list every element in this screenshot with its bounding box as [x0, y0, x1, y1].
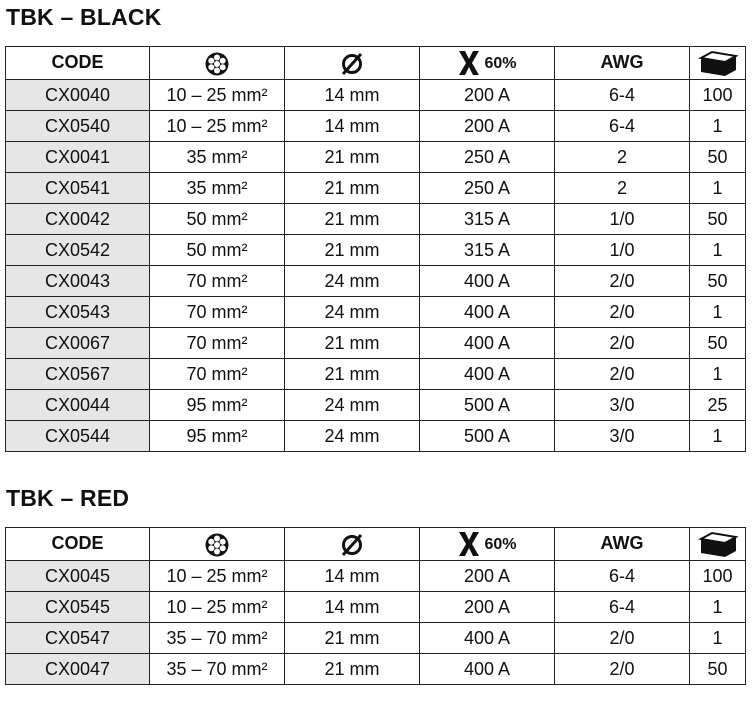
- cell-code: CX0040: [6, 79, 150, 110]
- table-row: [6, 420, 746, 451]
- cell-cross-section: 70 mm²: [150, 296, 285, 327]
- cell-awg: 6-4: [555, 560, 690, 591]
- cell-awg: 3/0: [555, 420, 690, 451]
- cell-awg: 6-4: [555, 110, 690, 141]
- cell-quantity: 100: [690, 79, 746, 110]
- cell-awg: 2/0: [555, 265, 690, 296]
- spec-table-black: [5, 46, 746, 452]
- header-current: [420, 528, 555, 561]
- cell-diameter: 14 mm: [285, 79, 420, 110]
- table-header-row: [6, 47, 746, 80]
- header-awg: AWG: [555, 47, 690, 80]
- cell-diameter: 21 mm: [285, 358, 420, 389]
- cell-current: 400 A: [420, 327, 555, 358]
- header-cross-section: [150, 47, 285, 80]
- cell-quantity: 50: [690, 327, 746, 358]
- cell-code: CX0543: [6, 296, 150, 327]
- cell-diameter: 14 mm: [285, 560, 420, 591]
- table-row: [6, 622, 746, 653]
- duty-cycle-label: 60%: [484, 535, 517, 553]
- cell-current: 250 A: [420, 172, 555, 203]
- cell-current: 315 A: [420, 203, 555, 234]
- cell-current: 500 A: [420, 389, 555, 420]
- cell-awg: 6-4: [555, 591, 690, 622]
- cell-current: 400 A: [420, 622, 555, 653]
- header-quantity: [690, 47, 746, 80]
- cell-awg: 1/0: [555, 203, 690, 234]
- cell-awg: 2/0: [555, 622, 690, 653]
- cell-cross-section: 95 mm²: [150, 389, 285, 420]
- cell-diameter: 21 mm: [285, 234, 420, 265]
- table-body-red: [6, 560, 746, 684]
- cell-quantity: 1: [690, 110, 746, 141]
- table-row: [6, 653, 746, 684]
- cell-quantity: 1: [690, 172, 746, 203]
- x-icon: [457, 531, 481, 557]
- table-header-row: [6, 528, 746, 561]
- cell-awg: 2/0: [555, 327, 690, 358]
- cell-cross-section: 35 mm²: [150, 141, 285, 172]
- cell-awg: 2: [555, 141, 690, 172]
- cell-current: 500 A: [420, 420, 555, 451]
- diameter-icon: [339, 532, 365, 558]
- cell-cross-section: 10 – 25 mm²: [150, 591, 285, 622]
- cell-cross-section: 50 mm²: [150, 203, 285, 234]
- header-quantity: [690, 528, 746, 561]
- cell-diameter: 24 mm: [285, 389, 420, 420]
- cell-code: CX0041: [6, 141, 150, 172]
- cell-quantity: 1: [690, 591, 746, 622]
- cell-cross-section: 50 mm²: [150, 234, 285, 265]
- cell-awg: 6-4: [555, 79, 690, 110]
- header-code: CODE: [6, 528, 150, 561]
- cell-cross-section: 35 – 70 mm²: [150, 653, 285, 684]
- cell-code: CX0542: [6, 234, 150, 265]
- cell-code: CX0547: [6, 622, 150, 653]
- table-row: [6, 327, 746, 358]
- header-code: CODE: [6, 47, 150, 80]
- table-row: [6, 296, 746, 327]
- cell-current: 315 A: [420, 234, 555, 265]
- box-icon: [698, 531, 738, 559]
- table-row: [6, 591, 746, 622]
- box-icon: [698, 50, 738, 78]
- cell-awg: 2/0: [555, 358, 690, 389]
- cell-current: 400 A: [420, 296, 555, 327]
- table-row: [6, 389, 746, 420]
- cell-cross-section: 35 – 70 mm²: [150, 622, 285, 653]
- x-icon: [457, 50, 481, 76]
- header-diameter: [285, 47, 420, 80]
- table-row: [6, 203, 746, 234]
- cell-quantity: 1: [690, 296, 746, 327]
- diameter-icon: [339, 51, 365, 77]
- cell-quantity: 1: [690, 358, 746, 389]
- cell-current: 200 A: [420, 79, 555, 110]
- header-current: [420, 47, 555, 80]
- cell-diameter: 14 mm: [285, 110, 420, 141]
- cell-quantity: 1: [690, 420, 746, 451]
- cell-diameter: 24 mm: [285, 296, 420, 327]
- cell-diameter: 21 mm: [285, 203, 420, 234]
- cell-current: 400 A: [420, 358, 555, 389]
- cell-code: CX0540: [6, 110, 150, 141]
- cell-current: 250 A: [420, 141, 555, 172]
- spec-table-red: [5, 527, 746, 685]
- cell-current: 200 A: [420, 110, 555, 141]
- cell-cross-section: 70 mm²: [150, 327, 285, 358]
- cell-quantity: 1: [690, 622, 746, 653]
- cell-cross-section: 10 – 25 mm²: [150, 110, 285, 141]
- cell-diameter: 21 mm: [285, 172, 420, 203]
- cell-diameter: 21 mm: [285, 141, 420, 172]
- cell-code: CX0541: [6, 172, 150, 203]
- cell-cross-section: 35 mm²: [150, 172, 285, 203]
- cell-code: CX0044: [6, 389, 150, 420]
- header-awg: AWG: [555, 528, 690, 561]
- table-row: [6, 141, 746, 172]
- cell-current: 200 A: [420, 560, 555, 591]
- cell-diameter: 21 mm: [285, 653, 420, 684]
- cell-current: 400 A: [420, 265, 555, 296]
- table-row: [6, 265, 746, 296]
- table-row: [6, 79, 746, 110]
- cell-diameter: 21 mm: [285, 622, 420, 653]
- cell-awg: 3/0: [555, 389, 690, 420]
- cell-cross-section: 10 – 25 mm²: [150, 560, 285, 591]
- cell-code: CX0544: [6, 420, 150, 451]
- table-body-black: [6, 79, 746, 451]
- cell-code: CX0043: [6, 265, 150, 296]
- cell-code: CX0567: [6, 358, 150, 389]
- cell-quantity: 50: [690, 265, 746, 296]
- table-row: [6, 560, 746, 591]
- cell-code: CX0067: [6, 327, 150, 358]
- cell-cross-section: 10 – 25 mm²: [150, 79, 285, 110]
- section-title: TBK – RED: [6, 485, 130, 511]
- cell-quantity: 50: [690, 653, 746, 684]
- cell-diameter: 24 mm: [285, 265, 420, 296]
- cell-cross-section: 70 mm²: [150, 265, 285, 296]
- cell-awg: 1/0: [555, 234, 690, 265]
- cable-strands-icon: [204, 532, 230, 558]
- cell-cross-section: 95 mm²: [150, 420, 285, 451]
- cell-code: CX0042: [6, 203, 150, 234]
- cell-awg: 2/0: [555, 296, 690, 327]
- cell-diameter: 24 mm: [285, 420, 420, 451]
- cell-awg: 2/0: [555, 653, 690, 684]
- cell-quantity: 100: [690, 560, 746, 591]
- cable-strands-icon: [204, 51, 230, 77]
- cell-code: CX0047: [6, 653, 150, 684]
- cell-cross-section: 70 mm²: [150, 358, 285, 389]
- header-cross-section: [150, 528, 285, 561]
- cell-quantity: 25: [690, 389, 746, 420]
- cell-awg: 2: [555, 172, 690, 203]
- header-diameter: [285, 528, 420, 561]
- table-row: [6, 358, 746, 389]
- cell-current: 200 A: [420, 591, 555, 622]
- cell-diameter: 21 mm: [285, 327, 420, 358]
- cell-code: CX0545: [6, 591, 150, 622]
- cell-diameter: 14 mm: [285, 591, 420, 622]
- table-row: [6, 110, 746, 141]
- cell-quantity: 1: [690, 234, 746, 265]
- cell-quantity: 50: [690, 203, 746, 234]
- cell-quantity: 50: [690, 141, 746, 172]
- table-row: [6, 172, 746, 203]
- table-row: [6, 234, 746, 265]
- cell-current: 400 A: [420, 653, 555, 684]
- cell-code: CX0045: [6, 560, 150, 591]
- section-title: TBK – BLACK: [6, 4, 162, 30]
- duty-cycle-label: 60%: [484, 54, 517, 72]
